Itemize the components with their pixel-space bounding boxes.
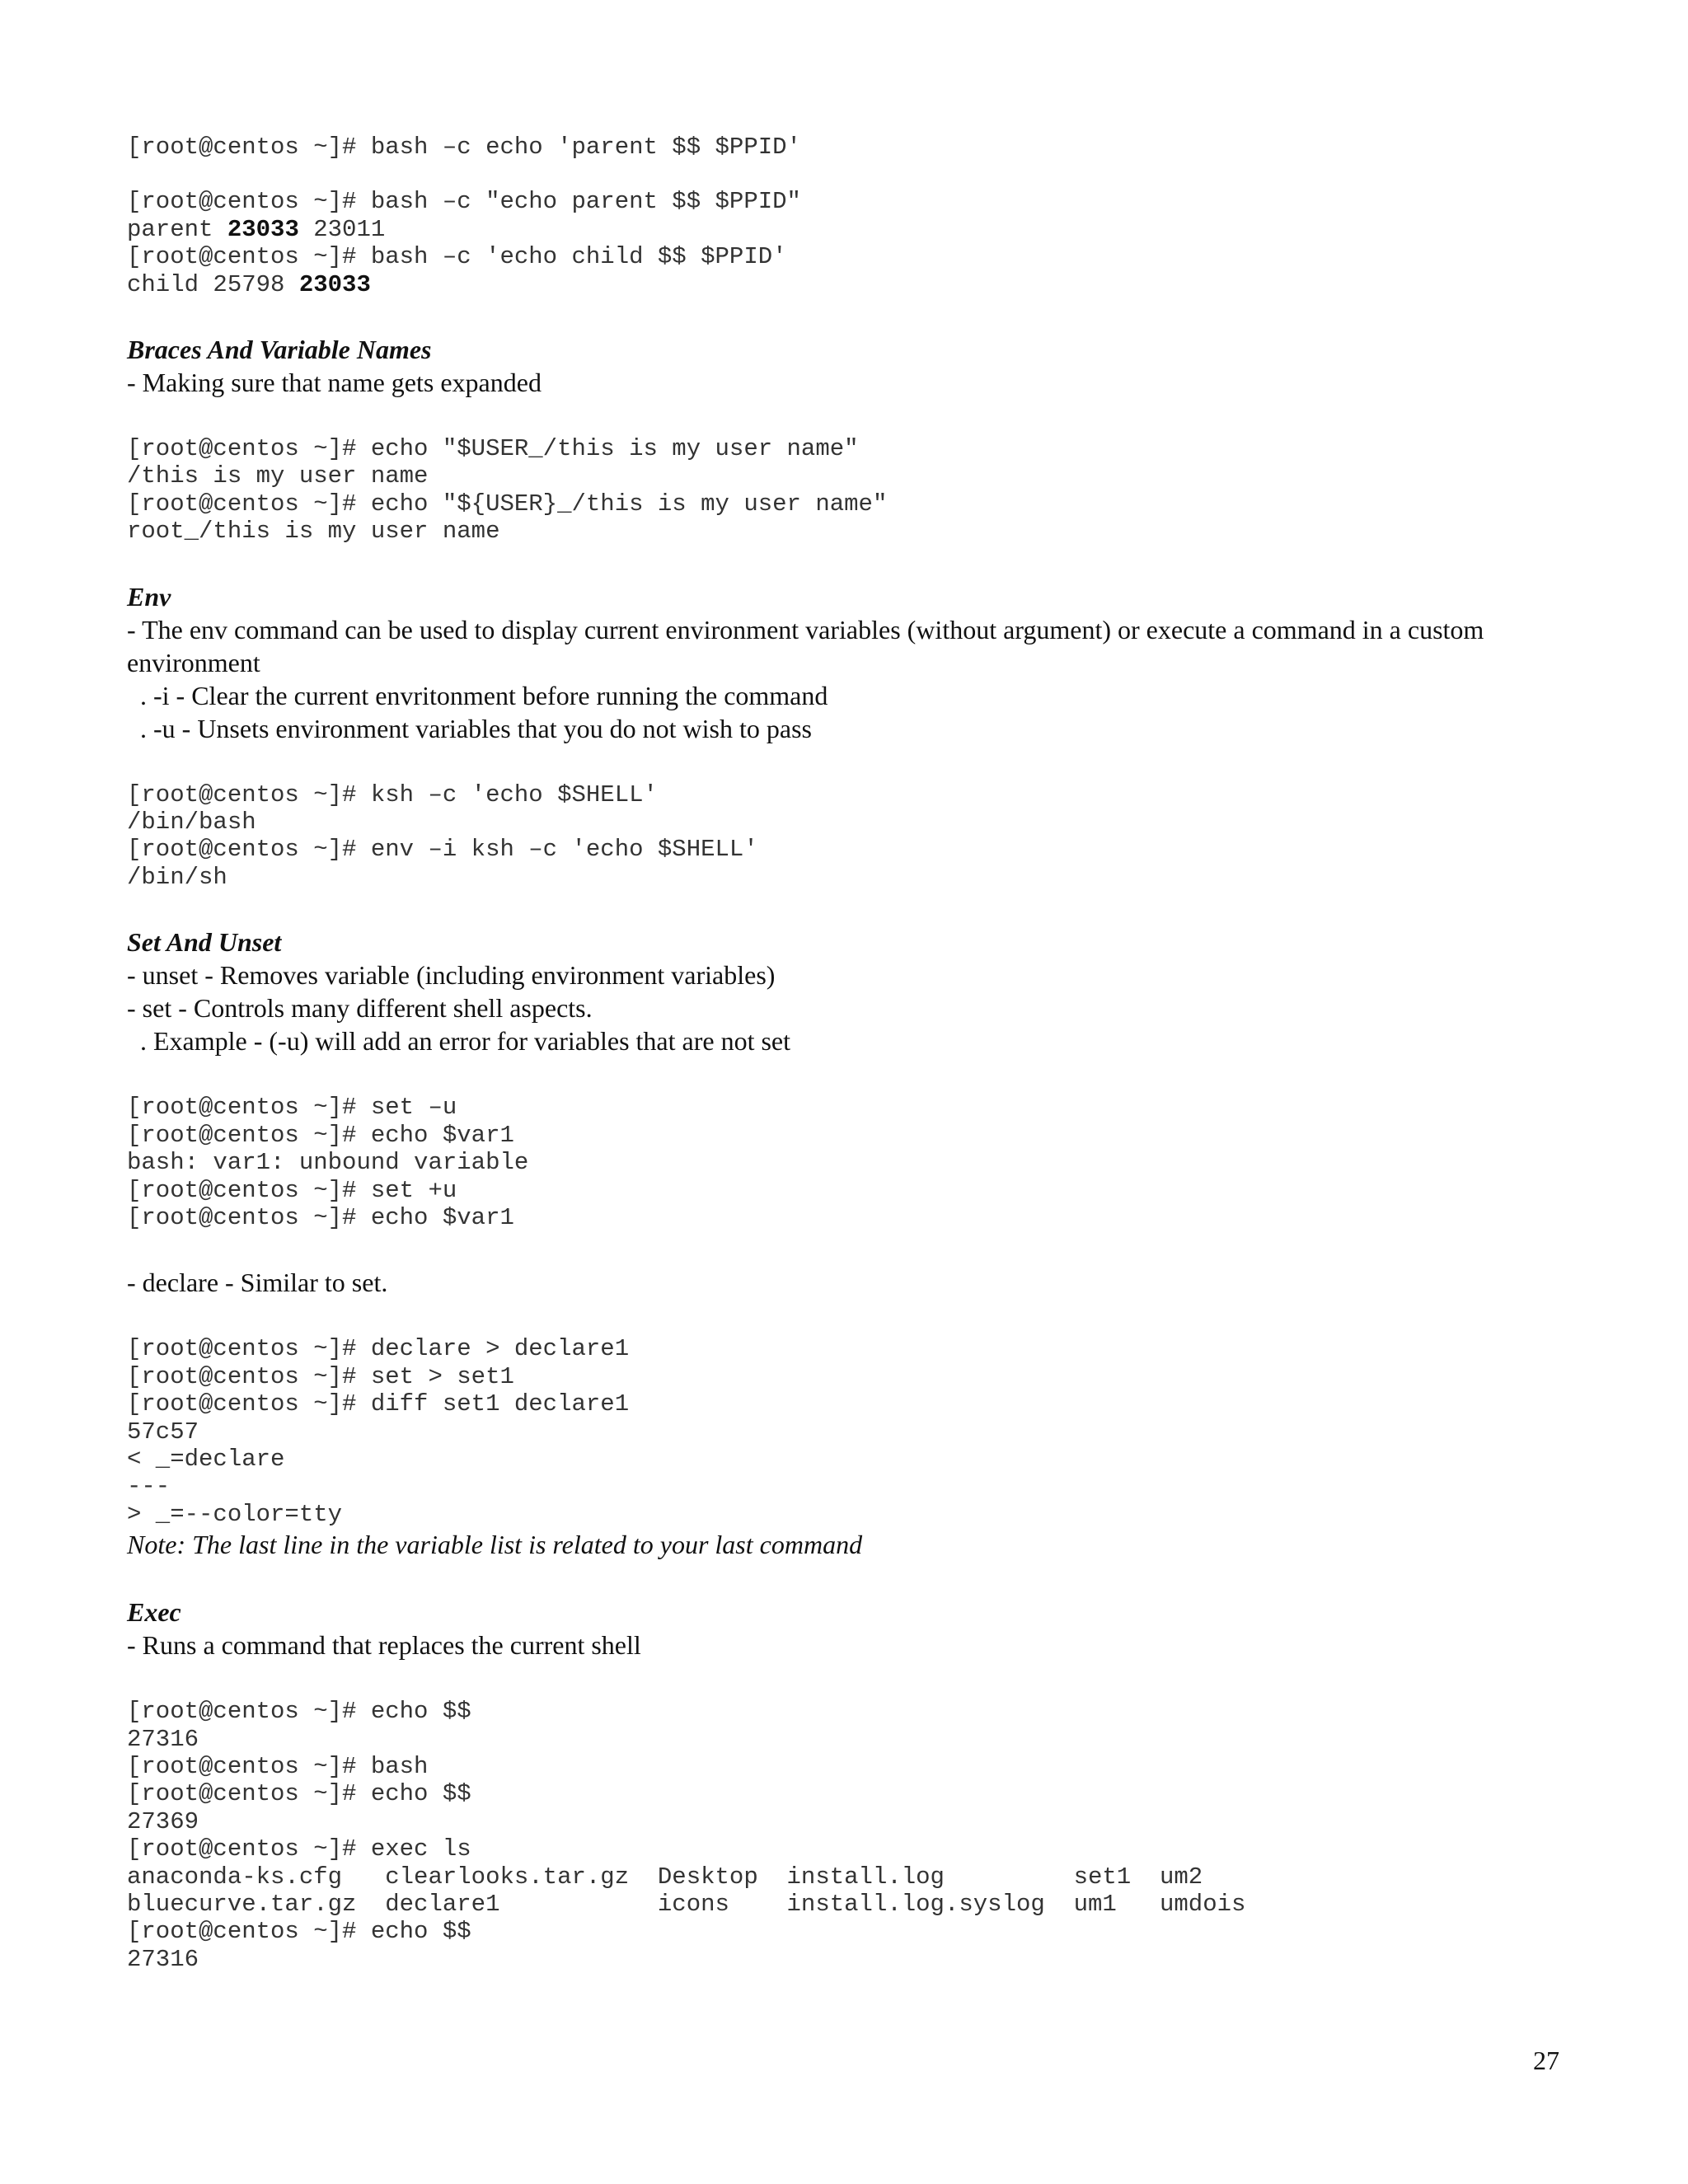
section-heading-exec: Exec — [127, 1597, 181, 1628]
code-line: [root@centos ~]# echo "${USER}_/this is my user name" — [127, 490, 888, 518]
code-line: > _=--color=tty — [127, 1500, 343, 1528]
code-line: [root@centos ~]# bash –c 'echo child $$ $PPID' — [127, 243, 787, 271]
code-line: --- — [127, 1473, 171, 1501]
option-item: . -u - Unsets environment variables that you do not wish to pass — [127, 713, 812, 743]
code-line — [127, 271, 1561, 298]
code-line: bluecurve.tar.gz declare1 icons install.log.syslog um1 umdois — [127, 1891, 1246, 1918]
code-line: [root@centos ~]# echo $$ — [127, 1698, 471, 1726]
code-line: [root@centos ~]# set +u — [127, 1176, 457, 1204]
code-line — [127, 216, 1561, 243]
note-text: Note: The last line in the variable list is related to your last command — [127, 1530, 863, 1560]
spacer — [127, 891, 1561, 926]
code-line: anaconda-ks.cfg clearlooks.tar.gz Desktop install.log set1 um2 — [127, 1863, 1203, 1891]
spacer — [127, 1661, 1561, 1698]
document-page — [127, 134, 1561, 1973]
code-line: bash: var1: unbound variable — [127, 1149, 529, 1177]
spacer — [127, 1561, 1561, 1596]
section-heading-braces: Braces And Variable Names — [127, 335, 432, 365]
code-text: parent — [127, 215, 227, 243]
section-desc: - unset - Removes variable (including environment variables) — [127, 960, 776, 991]
option-item: . -i - Clear the current envritonment before running the command — [127, 680, 828, 710]
section-heading-set-unset: Set And Unset — [127, 927, 282, 958]
spacer — [127, 745, 1561, 781]
spacer — [127, 399, 1561, 435]
code-line: /bin/sh — [127, 863, 227, 891]
code-line: [root@centos ~]# declare > declare1 — [127, 1335, 630, 1363]
code-line: [root@centos ~]# echo $$ — [127, 1780, 471, 1808]
code-line: [root@centos ~]# echo $var1 — [127, 1203, 514, 1231]
code-line: [root@centos ~]# bash –c echo 'parent $$ $PPID' — [127, 134, 801, 161]
section-desc: - The env command can be used to display current environment variables (without argument) or execute a command in a custom — [127, 614, 1484, 644]
section-desc: environment — [127, 647, 260, 677]
code-line: [root@centos ~]# env –i ksh –c 'echo $SHELL' — [127, 836, 758, 864]
section-desc: - Making sure that name gets expanded — [127, 368, 542, 398]
code-line: root_/this is my user name — [127, 518, 500, 546]
section-desc: - Runs a command that replaces the current shell — [127, 1630, 641, 1661]
section-desc: - declare - Similar to set. — [127, 1268, 388, 1298]
pid-bold: 27316 — [127, 1945, 199, 1973]
page-number: 27 — [1533, 2046, 1559, 2075]
pid-bold: 27369 — [127, 1807, 199, 1835]
spacer — [127, 298, 1561, 333]
code-line: [root@centos ~]# exec ls — [127, 1835, 471, 1863]
code-line: [root@centos ~]# set –u — [127, 1094, 457, 1122]
code-line: [root@centos ~]# echo $$ — [127, 1918, 471, 1946]
code-line: [root@centos ~]# echo "$USER_/this is my user name" — [127, 435, 859, 463]
code-line: /bin/bash — [127, 808, 256, 837]
section-desc: - set - Controls many different shell aspects. — [127, 993, 593, 1024]
pid-bold: 23033 — [227, 215, 299, 243]
spacer — [127, 1231, 1561, 1266]
spacer — [127, 546, 1561, 580]
code-line: [root@centos ~]# ksh –c 'echo $SHELL' — [127, 780, 658, 808]
spacer — [127, 161, 1561, 188]
code-line: 57c57 — [127, 1418, 199, 1446]
option-item: . Example - (-u) will add an error for variables that are not set — [127, 1026, 791, 1057]
code-text: 23011 — [298, 215, 386, 243]
pid-bold: 23033 — [298, 270, 371, 298]
code-line: [root@centos ~]# diff set1 declare1 — [127, 1390, 630, 1418]
spacer — [127, 1057, 1561, 1094]
code-line: [root@centos ~]# echo $var1 — [127, 1121, 514, 1149]
section-heading-env: Env — [127, 581, 171, 612]
code-line: [root@centos ~]# bash — [127, 1752, 429, 1780]
code-line: /this is my user name — [127, 462, 429, 490]
code-line: [root@centos ~]# set > set1 — [127, 1362, 514, 1390]
code-line: [root@centos ~]# bash –c "echo parent $$ $PPID" — [127, 188, 801, 216]
spacer — [127, 1299, 1561, 1335]
code-text: child 25798 — [127, 270, 299, 298]
pid-bold: 27316 — [127, 1725, 199, 1753]
code-line: < _=declare — [127, 1445, 285, 1473]
